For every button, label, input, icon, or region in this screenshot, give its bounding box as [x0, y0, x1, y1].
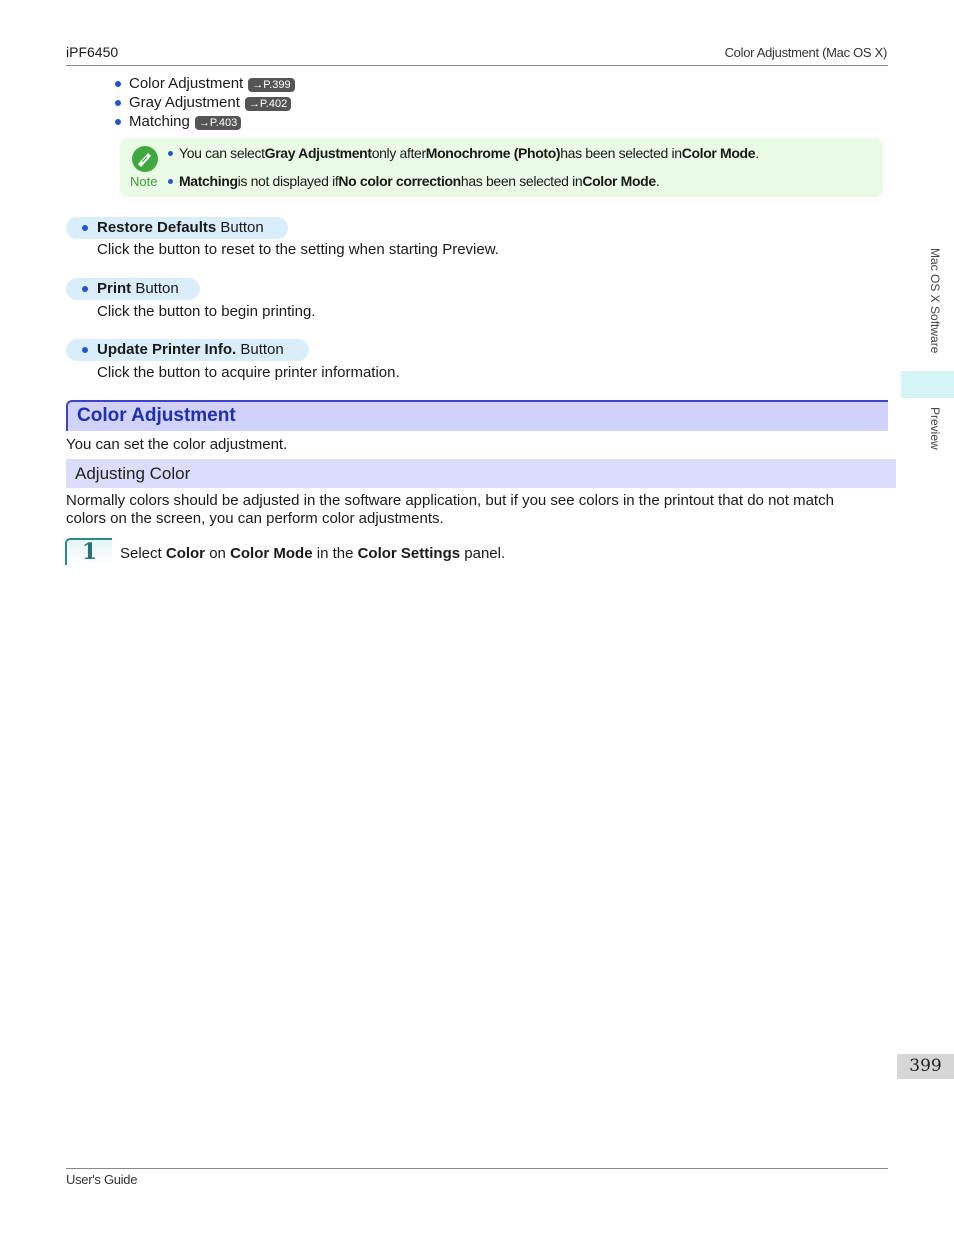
pencil-note-icon	[131, 145, 159, 173]
print-heading: Print Button	[66, 278, 200, 300]
paragraph-line: Normally colors should be adjusted in the software application, but if you see colors in the printout that do not match	[66, 492, 834, 509]
note-line-1: You can select Gray Adjustment only after Monochrome (Photo) has been selected in Color Mode .	[168, 145, 759, 161]
step-number: 1	[65, 538, 112, 565]
restore-defaults-heading: Restore Defaults Button	[66, 217, 288, 239]
note-line-2: Matching is not displayed if No color correction has been selected in Color Mode .	[168, 173, 659, 189]
page-number: 399	[897, 1054, 954, 1079]
list-item	[115, 93, 295, 112]
sidebar-chapter-tab[interactable]: Mac OS X Software	[928, 248, 942, 354]
step-instruction: Select Color on Color Mode in the Color Settings panel.	[120, 545, 506, 562]
header-section: Color Adjustment (Mac OS X)	[724, 45, 887, 60]
list-item	[115, 112, 295, 131]
note-label: Note	[130, 174, 158, 189]
reference-list	[115, 74, 295, 131]
bullet-icon	[115, 100, 121, 106]
page-reference-link[interactable]: →P.402	[245, 97, 291, 111]
update-printer-info-heading: Update Printer Info. Button	[66, 339, 309, 361]
paragraph-line: colors on the screen, you can perform color adjustments.	[66, 510, 444, 527]
print-description: Click the button to begin printing.	[97, 303, 316, 320]
bullet-icon	[115, 81, 121, 87]
footer-rule	[66, 1168, 888, 1169]
page-reference-link[interactable]: →P.399	[248, 78, 294, 92]
page-reference-link[interactable]: →P.403	[195, 116, 241, 130]
sidebar-topic-tab[interactable]: Preview	[928, 407, 942, 450]
bullet-icon	[82, 225, 88, 231]
sidebar-active-tab-marker	[901, 371, 954, 398]
list-item	[115, 74, 295, 93]
subsection-header-bar	[66, 459, 896, 488]
bullet-icon	[82, 347, 88, 353]
reference-label: Matching	[129, 113, 190, 130]
bullet-icon	[115, 119, 121, 125]
section-title: Color Adjustment	[77, 405, 236, 426]
section-intro: You can set the color adjustment.	[66, 436, 288, 453]
header-rule	[66, 65, 888, 66]
header-product: iPF6450	[66, 44, 119, 60]
reference-label: Gray Adjustment	[129, 94, 240, 111]
bullet-icon	[168, 179, 173, 184]
update-printer-info-description: Click the button to acquire printer information.	[97, 364, 400, 381]
restore-defaults-description: Click the button to reset to the setting when starting Preview.	[97, 241, 499, 258]
bullet-icon	[82, 286, 88, 292]
footer-doc-title: User's Guide	[66, 1172, 138, 1187]
bullet-icon	[168, 151, 173, 156]
reference-label: Color Adjustment	[129, 75, 244, 92]
subsection-title: Adjusting Color	[75, 464, 191, 483]
